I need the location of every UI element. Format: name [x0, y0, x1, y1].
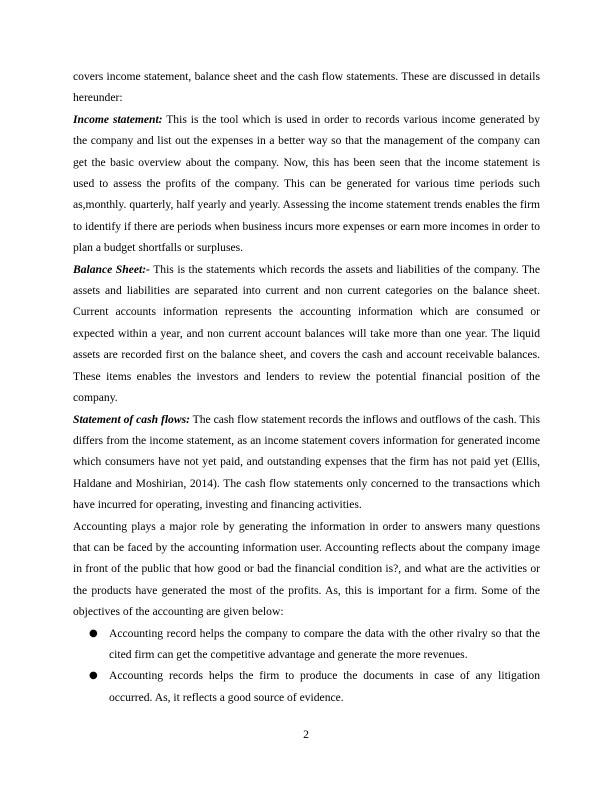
- list-item: [73, 623, 540, 666]
- balance-sheet-heading: Balance Sheet:-: [73, 262, 150, 276]
- income-statement-text: This is the tool which is used in order to records various income generated by the company and list out the expenses in a better way so that the management of the company can get the basic overview about the company. Now, this has been seen that the income statement is used to assess the profits of the company. This can be generated for various time periods such as,monthly. quarterly, half yearly and yearly. Assessing the income statement trends enables the firm to identify if there are periods when business incurs more expenses or earn more incomes in order to plan a budget shortfalls or surpluses.: [73, 112, 540, 255]
- cash-flow-paragraph: [73, 409, 540, 516]
- cash-flow-text: The cash flow statement records the inflows and outflows of the cash. This differs from the income statement, as an income statement covers information for generated income which consumers have not yet paid, and outstanding expenses that the firm has not paid yet (Ellis, Haldane and Moshirian, 2014). The cash flow statements only concerned to the transactions which have incurred for operating, investing and financing activities.: [73, 412, 540, 512]
- bullet-icon: ●: [89, 670, 98, 682]
- list-item-text: Accounting records helps the firm to produce the documents in case of any litigation occurred. As, it reflects a good source of evidence.: [109, 669, 540, 704]
- document-page: [73, 66, 540, 708]
- balance-sheet-paragraph: [73, 259, 540, 409]
- page-number: 2: [303, 728, 309, 741]
- balance-sheet-text: This is the statements which records the assets and liabilities of the company. The assets and liabilities are separated into current and non current categories on the balance sheet. Current accounts information represents the accounting information which are consumed or expected within a year, and non current account balances will take more than one year. The liquid assets are recorded first on the balance sheet, and covers the cash and account receivable balances. These items enables the investors and lenders to review the potential financial position of the company.: [73, 262, 540, 405]
- accounting-paragraph: Accounting plays a major role by generating the information in order to answers many questions that can be faced by the accounting information user. Accounting reflects about the company image in front of the public that how good or bad the financial condition is?, and what are the activities or the products have generated the most of the profits. As, this is important for a firm. Some of the objectives of the accounting are given below:: [73, 519, 540, 619]
- cash-flow-heading: Statement of cash flows:: [73, 412, 190, 426]
- bullet-icon: ●: [89, 627, 98, 639]
- intro-paragraph: covers income statement, balance sheet and the cash flow statements. These are discussed in details hereunder:: [73, 70, 540, 105]
- income-statement-paragraph: [73, 109, 540, 259]
- income-statement-heading: Income statement:: [73, 112, 163, 126]
- list-item: [73, 665, 540, 708]
- list-item-text: Accounting record helps the company to compare the data with the other rivalry so that the cited firm can get the competitive advantage and generate the more revenues.: [109, 626, 540, 661]
- objectives-list: [73, 623, 540, 709]
